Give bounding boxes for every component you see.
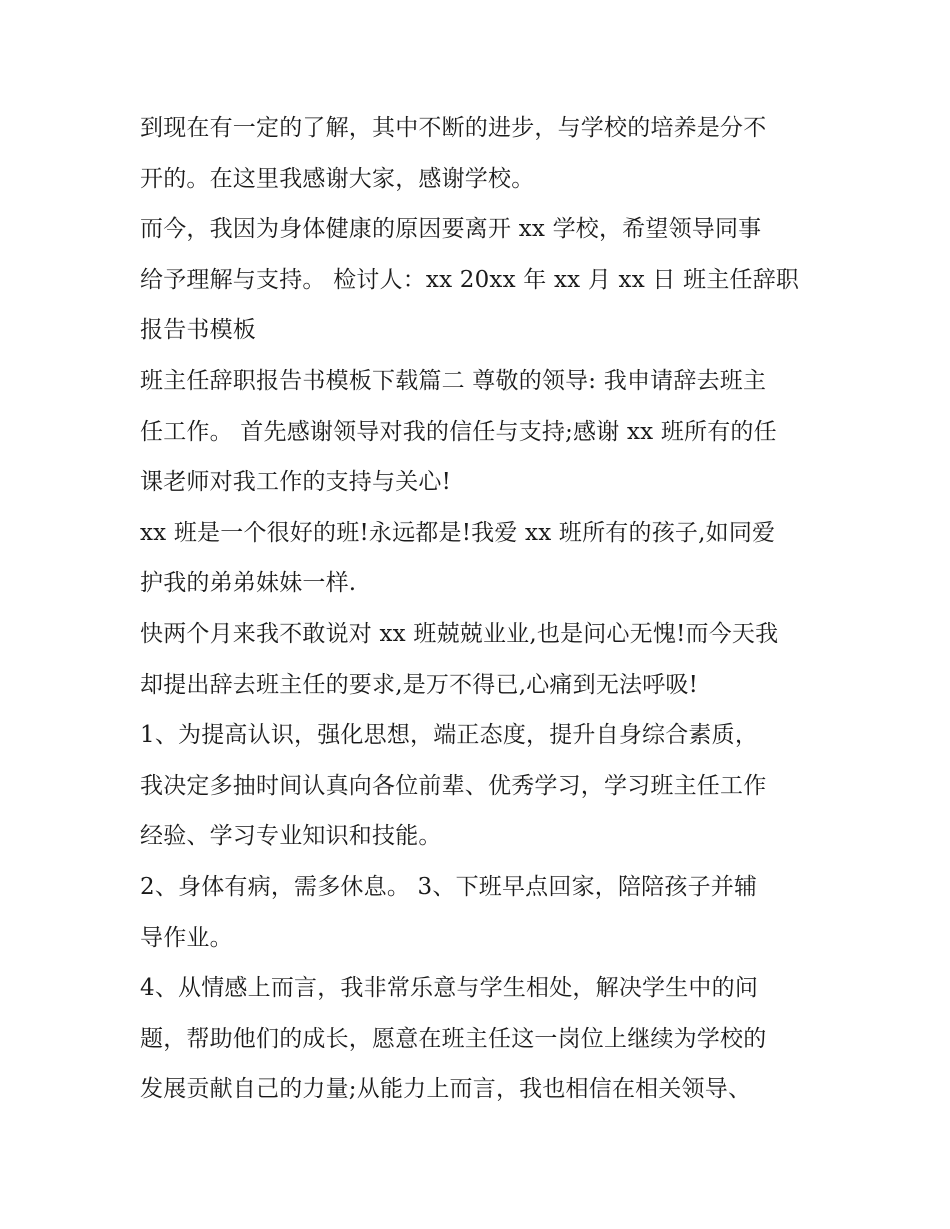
text-line: 题，帮助他们的成长，愿意在班主任这一岗位上继续为学校的 (140, 1025, 767, 1052)
text-line: 发展贡献自己的力量;从能力上而言，我也相信在相关领导、 (140, 1076, 752, 1103)
text-line: 给予理解与支持。 检讨人：xx 20xx 年 xx 月 xx 日 班主任辞职 (140, 266, 800, 293)
text-line: 却提出辞去班主任的要求,是万不得已,心痛到无法呼吸! (140, 671, 699, 698)
text-line: 护我的弟弟妹妹一样. (140, 570, 357, 597)
text-line: 导作业。 (140, 924, 233, 951)
text-line: 开的。在这里我感谢大家，感谢学校。 (140, 165, 535, 192)
text-line: 班主任辞职报告书模板下载篇二 尊敬的领导: 我申请辞去班主 (140, 367, 767, 394)
text-line: 报告书模板 (140, 317, 256, 344)
text-line: 快两个月来我不敢说对 xx 班兢兢业业,也是问心无愧!而今天我 (140, 620, 779, 647)
text-line: 4、从情感上而言，我非常乐意与学生相处，解决学生中的问 (140, 975, 759, 1002)
text-line: 任工作。 首先感谢领导对我的信任与支持;感谢 xx 班所有的任 (140, 418, 777, 445)
text-line: 1、为提高认识，强化思想，端正态度，提升自身综合素质， (140, 722, 759, 749)
text-line: 经验、学习专业知识和技能。 (140, 823, 442, 850)
text-line: 课老师对我工作的支持与关心! (140, 469, 452, 496)
text-line: xx 班是一个很好的班!永远都是!我爱 xx 班所有的孩子,如同爱 (140, 519, 776, 546)
text-line: 2、身体有病，需多休息。 3、下班早点回家，陪陪孩子并辅 (140, 873, 758, 900)
text-line: 而今，我因为身体健康的原因要离开 xx 学校，希望领导同事 (140, 216, 762, 243)
text-line: 我决定多抽时间认真向各位前辈、优秀学习，学习班主任工作 (140, 772, 767, 799)
document-body (140, 103, 830, 1115)
text-line: 到现在有一定的了解，其中不断的进步，与学校的培养是分不 (140, 115, 767, 141)
